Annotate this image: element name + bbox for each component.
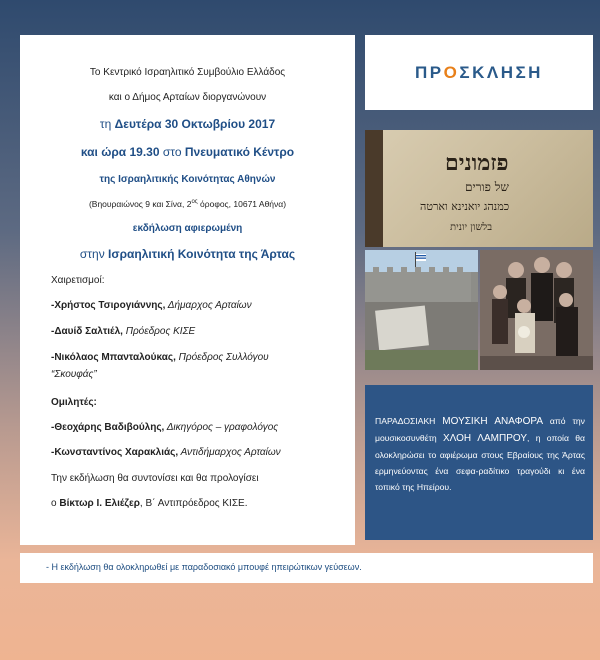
book-title: פזמונים (445, 150, 509, 176)
organizer-line-1: Το Κεντρικό Ισραηλιτικό Συμβούλιο Ελλάδος (89, 67, 286, 78)
footer-note: - Η εκδήλωση θα ολοκληρωθεί με παραδοσιακό μπουφέ ηπειρώτικων γεύσεων. (46, 562, 362, 572)
greeting-2 (51, 326, 195, 337)
music-info-box (365, 385, 593, 540)
book-line-4: בלשון יונית (450, 222, 493, 233)
venue-line-2: της Ισραηλιτικής Κοινότητας Αθηνών (99, 174, 276, 185)
greeting-1-name: -Χρήστος Τσιρογιάννης, (51, 300, 166, 311)
coordinator-line-1: Την εκδήλωση θα συντονίσει και θα προλογίσει (51, 473, 259, 484)
event-time-line (20, 145, 355, 159)
book-subtitle: של פורים (465, 180, 509, 194)
speaker-1 (51, 422, 278, 433)
greeting-1-role: Δήμαρχος Αρταίων (165, 300, 252, 311)
hebrew-book-photo (365, 130, 593, 247)
address-sup: ος (191, 199, 198, 206)
title-part-2: ΣΚΛΗΣΗ (459, 62, 543, 82)
event-line: εκδήλωση αφιερωμένη (132, 223, 243, 234)
family-photo (480, 250, 593, 370)
composer-name: ΧΛΟΗ ΛΑΜΠΡΟΥ (443, 433, 528, 444)
event-date-line (20, 117, 355, 131)
book-line-3: כמנהג יואנינא וארטה (420, 200, 510, 213)
greeting-3-role-cont (51, 369, 97, 380)
music-part-1: ΠΑΡΑΔΟΣΙΑΚΗ (375, 416, 443, 426)
time-connector: στο (159, 145, 185, 159)
title-part-1: ΠΡ (415, 62, 444, 82)
greeting-1 (51, 300, 252, 311)
music-part-4: , η οποία θα ολοκληρώσει το αφιέρωμα στους Εβραίους της Άρτας ερμηνεύοντας ένα σεφα-ραδίτικο τραγούδι κι ένα τοπικό της Ηπείρου. (375, 433, 585, 492)
dedication: Ισραηλιτική Κοινότητα της Άρτας (108, 247, 296, 261)
greeting-2-role: Πρόεδρος ΚΙΣΕ (122, 326, 196, 337)
speaker-1-name: -Θεοχάρης Βαδιβούλης, (51, 422, 165, 433)
greeting-3-role-2: “Σκουφάς” (51, 369, 97, 380)
invitation-panel (20, 35, 355, 545)
family-illustration (480, 250, 593, 370)
organizer-line-2: και ο Δήμος Αρταίων διοργανώνουν (108, 92, 267, 103)
castle-photo (365, 250, 478, 370)
event-date: Δευτέρα 30 Οκτωβρίου 2017 (114, 117, 276, 131)
castle-illustration (365, 250, 478, 370)
venue-address (20, 199, 355, 209)
speaker-2-name: -Κωνσταντίνος Χαρακλιάς, (51, 447, 179, 458)
greetings-heading: Χαιρετισμοί: (51, 275, 105, 286)
address-part-1: (Βηουραιώνος 9 και Σίνα, 2 (88, 199, 192, 209)
date-prefix: τη (99, 117, 115, 131)
coordinator-role: , Β΄ Αντιπρόεδρος ΚΙΣΕ. (139, 498, 248, 509)
greeting-2-name: -Δαυίδ Σαλτιέλ, (51, 326, 123, 337)
speaker-2-role: Αντιδήμαρχος Αρταίων (178, 447, 281, 458)
dedication-line (20, 247, 355, 261)
event-time: και ώρα 19.30 (80, 145, 160, 159)
page-title (415, 63, 543, 83)
dedication-prefix: στην (79, 247, 109, 261)
book-spine (365, 130, 383, 247)
coordinator-prefix: ο (51, 498, 60, 509)
greeting-3 (51, 352, 269, 363)
music-part-3: από την μουσικοσυνθέτη (375, 416, 585, 443)
speaker-2 (51, 447, 281, 458)
event-venue: Πνευματικό Κέντρο (184, 145, 295, 159)
coordinator-line-2 (51, 498, 247, 509)
greeting-3-role: Πρόεδρος Συλλόγου (175, 352, 269, 363)
greeting-3-name: -Νικόλαος Μπανταλούκας, (51, 352, 176, 363)
title-accent-letter: Ο (443, 62, 460, 82)
music-highlight: ΜΟΥΣΙΚΗ ΑΝΑΦΟΡΑ (442, 416, 543, 427)
speakers-heading: Ομιλητές: (51, 397, 97, 408)
title-box (365, 35, 593, 110)
footer-bar (20, 553, 593, 583)
speaker-1-role: Δικηγόρος – γραφολόγος (164, 422, 279, 433)
coordinator-name: Βίκτωρ Ι. Ελιέζερ (59, 498, 140, 509)
address-part-2: όροφος, 10671 Αθήνα) (197, 199, 287, 209)
